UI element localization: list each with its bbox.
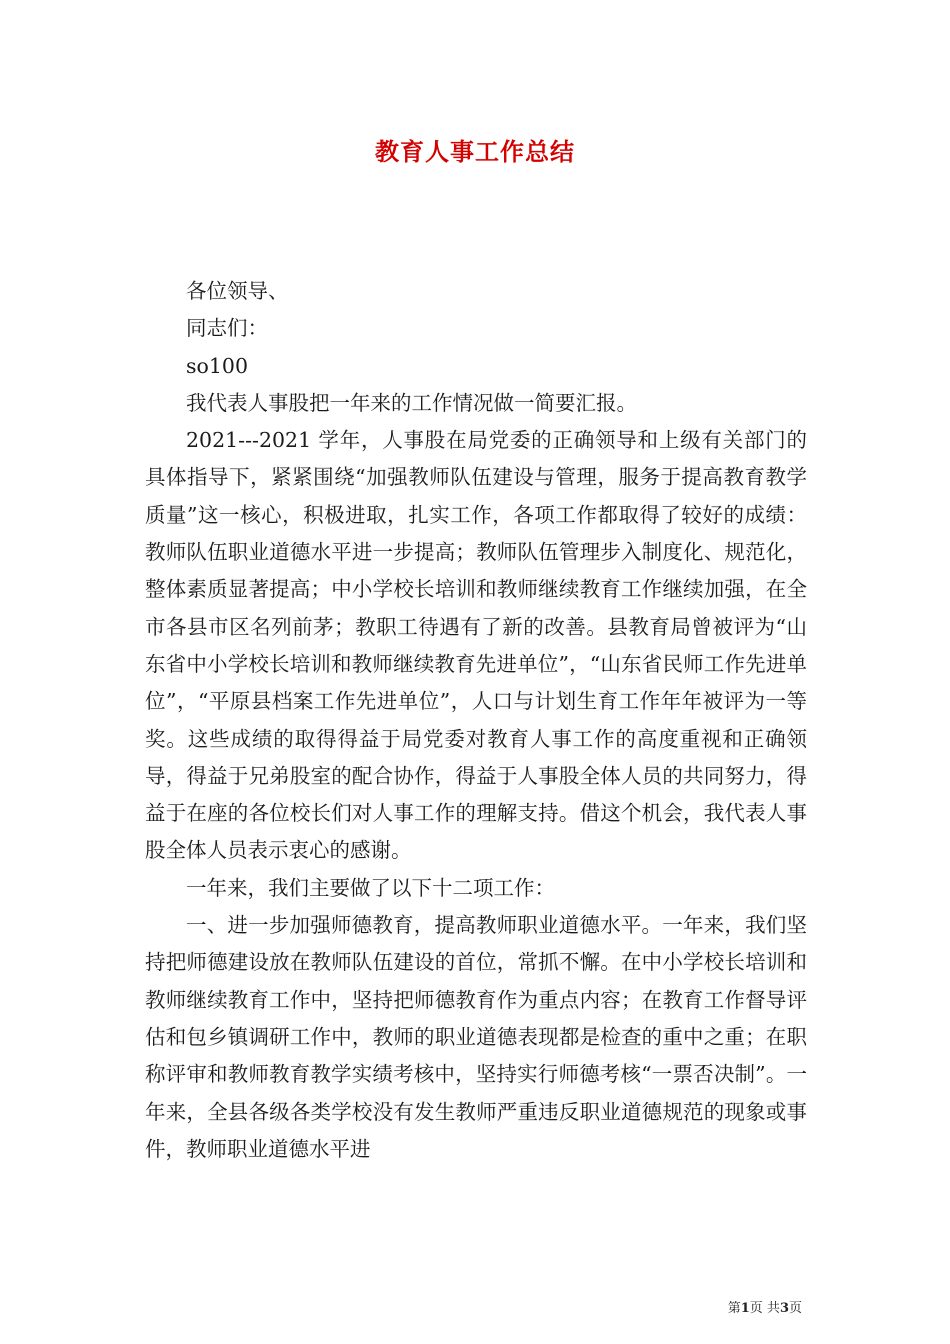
salutation-line-2: 同志们： [186, 316, 268, 341]
salutation-line-1: 各位领导、 [186, 279, 289, 303]
document-tag: so100 [186, 353, 248, 378]
footer-total-pages: 3 [779, 1301, 789, 1316]
page-footer [728, 1297, 802, 1316]
footer-current-page: 1 [740, 1301, 750, 1316]
document-title: 教育人事工作总结 [375, 137, 575, 166]
paragraph-item-1: 一、进一步加强师德教育，提高教师职业道德水平。一年来，我们坚持把师德建设放在教师队伍建设的首位，常抓不懈。在中小学校长培训和教师继续教育工作中，坚持把师德教育作为重点内容；在教育工作督导评估和包乡镇调研工作中，教师的职业道德表现都是检查的重中之重；在职称评审和教师教育教学实绩考核中，坚持实行师德考核“一票否决制”。一年来，全县各级各类学校没有发生教师严重违反职业道德规范的现象或事件，教师职业道德水平进 [145, 913, 807, 1161]
footer-suffix: 页 [788, 1301, 802, 1316]
intro-paragraph: 我代表人事股把一年来的工作情况做一简要汇报。 [186, 390, 637, 415]
footer-middle: 页 共 [749, 1301, 780, 1316]
footer-prefix: 第 [727, 1301, 741, 1316]
paragraph-achievements: 2021---2021 学年，人事股在局党委的正确领导和上级有关部门的具体指导下，紧紧围绕“加强教师队伍建设与管理，服务于提高教育教学质量”这一核心，积极进取，扎实工作，各项工作都取得了较好的成绩：教师队伍职业道德水平进一步提高；教师队伍管理步入制度化、规范化，整体素质显著提高；中小学校长培训和教师继续教育工作继续加强，在全市各县市区名列前茅；教职工待遇有了新的改善。县教育局曾被评为“山东省中小学校长培训和教师继续教育先进单位”，“山东省民师工作先进单位”，“平原县档案工作先进单位”，人口与计划生育工作年年被评为一等奖。这些成绩的取得得益于局党委对教育人事工作的高度重视和正确领导，得益于兄弟股室的配合协作，得益于人事股全体人员的共同努力，得益于在座的各位校长们对人事工作的理解支持。借这个机会，我代表人事股全体人员表示衷心的感谢。 [145, 428, 807, 863]
paragraph-work-list-intro: 一年来，我们主要做了以下十二项工作： [186, 875, 555, 900]
document-body [145, 273, 807, 1168]
